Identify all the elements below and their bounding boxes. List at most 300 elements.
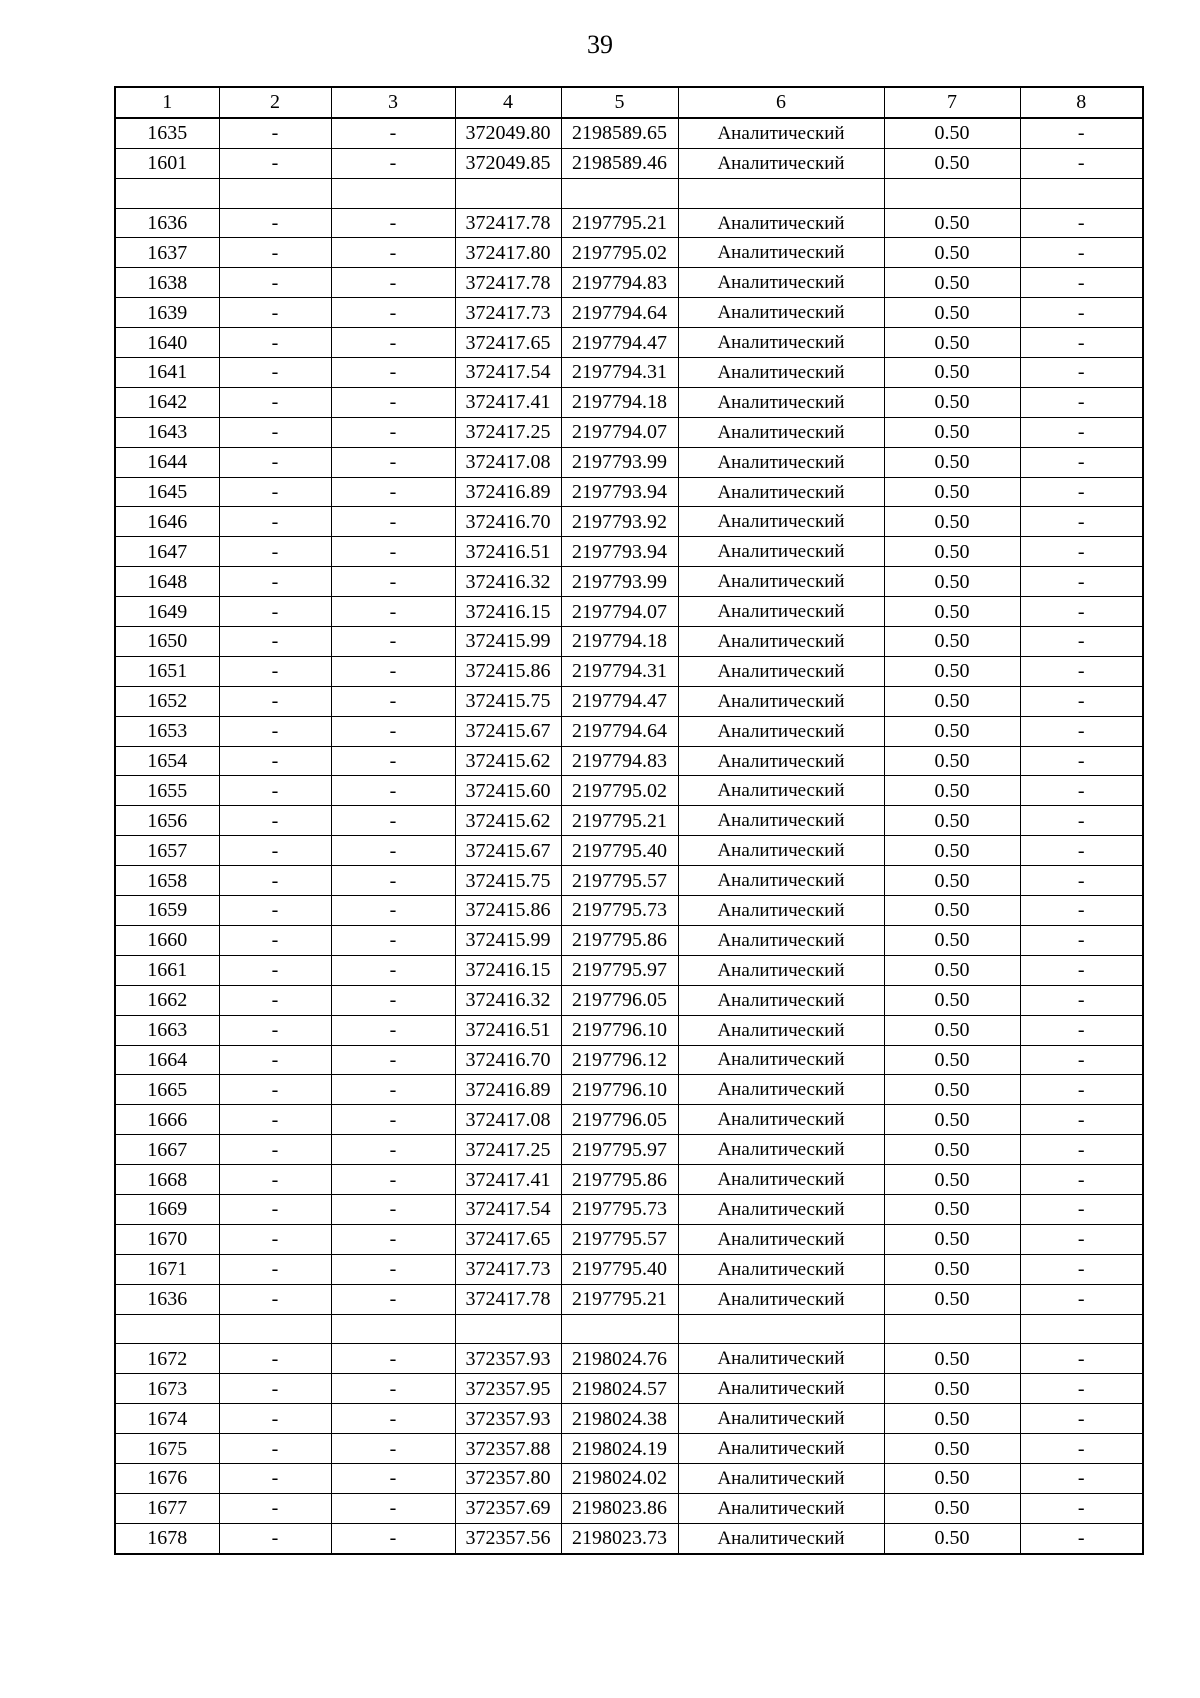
cell-method: Аналитический (678, 1045, 884, 1075)
cell-accuracy: 0.50 (884, 1374, 1020, 1404)
cell-col-2: - (219, 1194, 331, 1224)
cell-y-coordinate: 2197795.86 (561, 1165, 678, 1195)
cell-point-number: 1674 (115, 1404, 219, 1434)
cell-accuracy: 0.50 (884, 866, 1020, 896)
table-row (115, 597, 1143, 627)
cell-point-number: 1675 (115, 1434, 219, 1464)
cell-point-number: 1657 (115, 836, 219, 866)
cell-accuracy: 0.50 (884, 836, 1020, 866)
cell-x-coordinate: 372357.95 (455, 1374, 561, 1404)
cell-method: Аналитический (678, 1015, 884, 1045)
table-row (115, 1523, 1143, 1553)
cell-col-3: - (331, 716, 455, 746)
cell-col-8: - (1020, 1493, 1143, 1523)
cell-y-coordinate: 2197795.40 (561, 836, 678, 866)
cell-point-number: 1661 (115, 955, 219, 985)
cell-method: Аналитический (678, 477, 884, 507)
cell-point-number: 1645 (115, 477, 219, 507)
cell-point-number: 1677 (115, 1493, 219, 1523)
cell-accuracy: 0.50 (884, 896, 1020, 926)
cell-accuracy: 0.50 (884, 268, 1020, 298)
cell-x-coordinate: 372049.80 (455, 118, 561, 148)
cell-accuracy: 0.50 (884, 1284, 1020, 1314)
table-row (115, 686, 1143, 716)
cell-y-coordinate: 2198024.57 (561, 1374, 678, 1404)
cell-method: Аналитический (678, 896, 884, 926)
cell-accuracy: 0.50 (884, 148, 1020, 178)
cell-y-coordinate: 2198023.73 (561, 1523, 678, 1553)
cell-point-number: 1654 (115, 746, 219, 776)
table-row (115, 447, 1143, 477)
cell-col-2: - (219, 1105, 331, 1135)
cell-accuracy: 0.50 (884, 118, 1020, 148)
cell-col-2: - (219, 208, 331, 238)
table-row (115, 776, 1143, 806)
cell-method: Аналитический (678, 507, 884, 537)
cell-accuracy: 0.50 (884, 1434, 1020, 1464)
cell-col-8: - (1020, 925, 1143, 955)
cell-method: Аналитический (678, 836, 884, 866)
cell-col-8 (1020, 1314, 1143, 1344)
cell-y-coordinate: 2197795.73 (561, 896, 678, 926)
table-row (115, 1254, 1143, 1284)
cell-x-coordinate: 372416.15 (455, 955, 561, 985)
cell-point-number: 1643 (115, 417, 219, 447)
cell-y-coordinate: 2197795.21 (561, 806, 678, 836)
cell-method: Аналитический (678, 1344, 884, 1374)
cell-point-number: 1636 (115, 208, 219, 238)
cell-accuracy: 0.50 (884, 387, 1020, 417)
cell-col-2: - (219, 1523, 331, 1553)
table-row (115, 507, 1143, 537)
cell-col-3: - (331, 1254, 455, 1284)
cell-point-number: 1671 (115, 1254, 219, 1284)
cell-col-3: - (331, 118, 455, 148)
cell-col-8: - (1020, 955, 1143, 985)
cell-y-coordinate: 2197793.94 (561, 477, 678, 507)
cell-point-number (115, 1314, 219, 1344)
cell-y-coordinate: 2198024.38 (561, 1404, 678, 1434)
cell-x-coordinate: 372416.32 (455, 985, 561, 1015)
cell-point-number: 1668 (115, 1165, 219, 1195)
cell-col-8: - (1020, 896, 1143, 926)
cell-col-8: - (1020, 208, 1143, 238)
cell-x-coordinate: 372417.78 (455, 268, 561, 298)
cell-col-3: - (331, 417, 455, 447)
cell-point-number: 1673 (115, 1374, 219, 1404)
cell-col-8: - (1020, 477, 1143, 507)
cell-col-3: - (331, 238, 455, 268)
cell-x-coordinate: 372417.78 (455, 208, 561, 238)
table-row (115, 537, 1143, 567)
cell-point-number: 1664 (115, 1045, 219, 1075)
table-row (115, 178, 1143, 208)
cell-col-3: - (331, 1284, 455, 1314)
cell-col-8: - (1020, 836, 1143, 866)
cell-col-3: - (331, 1165, 455, 1195)
cell-col-8: - (1020, 686, 1143, 716)
cell-col-2: - (219, 447, 331, 477)
cell-point-number: 1640 (115, 328, 219, 358)
cell-y-coordinate: 2197794.18 (561, 627, 678, 657)
cell-col-8: - (1020, 1075, 1143, 1105)
cell-y-coordinate: 2198024.19 (561, 1434, 678, 1464)
cell-x-coordinate: 372357.56 (455, 1523, 561, 1553)
cell-accuracy: 0.50 (884, 1105, 1020, 1135)
cell-x-coordinate: 372417.73 (455, 1254, 561, 1284)
cell-point-number: 1641 (115, 358, 219, 388)
cell-x-coordinate: 372415.99 (455, 925, 561, 955)
cell-method: Аналитический (678, 985, 884, 1015)
table-row (115, 1224, 1143, 1254)
cell-col-2: - (219, 1015, 331, 1045)
cell-x-coordinate: 372415.75 (455, 866, 561, 896)
cell-accuracy: 0.50 (884, 238, 1020, 268)
table-row (115, 746, 1143, 776)
cell-col-3: - (331, 387, 455, 417)
column-header-2: 2 (219, 87, 331, 118)
cell-point-number: 1638 (115, 268, 219, 298)
cell-point-number: 1669 (115, 1194, 219, 1224)
table-row (115, 1344, 1143, 1374)
cell-col-2: - (219, 238, 331, 268)
cell-x-coordinate: 372415.75 (455, 686, 561, 716)
cell-method: Аналитический (678, 1224, 884, 1254)
cell-col-3: - (331, 776, 455, 806)
cell-method: Аналитический (678, 746, 884, 776)
cell-col-8: - (1020, 1165, 1143, 1195)
table-row (115, 1135, 1143, 1165)
cell-x-coordinate: 372416.70 (455, 1045, 561, 1075)
cell-accuracy: 0.50 (884, 627, 1020, 657)
cell-accuracy: 0.50 (884, 955, 1020, 985)
cell-col-3: - (331, 567, 455, 597)
cell-y-coordinate: 2197794.18 (561, 387, 678, 417)
cell-y-coordinate: 2197796.10 (561, 1015, 678, 1045)
cell-point-number: 1651 (115, 656, 219, 686)
cell-col-8: - (1020, 597, 1143, 627)
cell-x-coordinate: 372415.99 (455, 627, 561, 657)
cell-y-coordinate: 2197795.73 (561, 1194, 678, 1224)
cell-col-2: - (219, 1284, 331, 1314)
cell-col-2: - (219, 925, 331, 955)
column-header-3: 3 (331, 87, 455, 118)
cell-col-2: - (219, 537, 331, 567)
cell-y-coordinate: 2197794.31 (561, 656, 678, 686)
cell-y-coordinate: 2197793.99 (561, 447, 678, 477)
cell-x-coordinate: 372417.73 (455, 298, 561, 328)
table-row (115, 1463, 1143, 1493)
cell-x-coordinate: 372417.08 (455, 1105, 561, 1135)
cell-accuracy: 0.50 (884, 925, 1020, 955)
cell-method: Аналитический (678, 447, 884, 477)
cell-col-8: - (1020, 985, 1143, 1015)
cell-method: Аналитический (678, 537, 884, 567)
cell-y-coordinate: 2197795.86 (561, 925, 678, 955)
cell-col-8: - (1020, 358, 1143, 388)
cell-y-coordinate: 2197795.97 (561, 955, 678, 985)
cell-method: Аналитический (678, 776, 884, 806)
cell-col-2: - (219, 1135, 331, 1165)
cell-method: Аналитический (678, 716, 884, 746)
cell-x-coordinate: 372415.67 (455, 836, 561, 866)
column-header-7: 7 (884, 87, 1020, 118)
cell-accuracy: 0.50 (884, 985, 1020, 1015)
cell-col-2: - (219, 806, 331, 836)
cell-point-number: 1658 (115, 866, 219, 896)
cell-col-8: - (1020, 1284, 1143, 1314)
cell-accuracy: 0.50 (884, 686, 1020, 716)
cell-col-2: - (219, 836, 331, 866)
cell-col-2: - (219, 477, 331, 507)
table-row (115, 298, 1143, 328)
cell-accuracy: 0.50 (884, 1224, 1020, 1254)
cell-col-8: - (1020, 1344, 1143, 1374)
cell-method: Аналитический (678, 925, 884, 955)
cell-point-number: 1637 (115, 238, 219, 268)
cell-y-coordinate (561, 1314, 678, 1344)
cell-point-number: 1667 (115, 1135, 219, 1165)
cell-point-number: 1678 (115, 1523, 219, 1553)
cell-col-3: - (331, 208, 455, 238)
cell-x-coordinate: 372415.86 (455, 656, 561, 686)
cell-x-coordinate (455, 1314, 561, 1344)
cell-col-3: - (331, 1075, 455, 1105)
cell-accuracy: 0.50 (884, 1493, 1020, 1523)
cell-method: Аналитический (678, 328, 884, 358)
cell-y-coordinate: 2197794.07 (561, 597, 678, 627)
cell-point-number: 1656 (115, 806, 219, 836)
cell-point-number: 1659 (115, 896, 219, 926)
cell-col-8 (1020, 178, 1143, 208)
cell-x-coordinate: 372416.89 (455, 477, 561, 507)
cell-col-8: - (1020, 1045, 1143, 1075)
cell-y-coordinate: 2197796.10 (561, 1075, 678, 1105)
cell-col-3: - (331, 1105, 455, 1135)
table-row (115, 985, 1143, 1015)
cell-x-coordinate (455, 178, 561, 208)
cell-accuracy: 0.50 (884, 447, 1020, 477)
cell-point-number: 1670 (115, 1224, 219, 1254)
cell-method: Аналитический (678, 298, 884, 328)
cell-method: Аналитический (678, 686, 884, 716)
cell-x-coordinate: 372415.62 (455, 806, 561, 836)
cell-col-2: - (219, 716, 331, 746)
cell-col-2: - (219, 1493, 331, 1523)
cell-accuracy: 0.50 (884, 1463, 1020, 1493)
cell-x-coordinate: 372357.80 (455, 1463, 561, 1493)
cell-col-8: - (1020, 447, 1143, 477)
cell-y-coordinate: 2197796.05 (561, 1105, 678, 1135)
cell-point-number: 1648 (115, 567, 219, 597)
table-row (115, 716, 1143, 746)
cell-col-3: - (331, 477, 455, 507)
cell-accuracy: 0.50 (884, 1075, 1020, 1105)
cell-col-8: - (1020, 567, 1143, 597)
cell-col-8: - (1020, 627, 1143, 657)
cell-method: Аналитический (678, 238, 884, 268)
cell-col-3: - (331, 328, 455, 358)
cell-accuracy: 0.50 (884, 716, 1020, 746)
cell-x-coordinate: 372417.41 (455, 387, 561, 417)
cell-y-coordinate: 2198024.76 (561, 1344, 678, 1374)
cell-x-coordinate: 372415.60 (455, 776, 561, 806)
cell-col-8: - (1020, 268, 1143, 298)
cell-col-8: - (1020, 387, 1143, 417)
cell-accuracy: 0.50 (884, 567, 1020, 597)
cell-point-number: 1665 (115, 1075, 219, 1105)
cell-y-coordinate: 2197794.47 (561, 686, 678, 716)
table-row (115, 1284, 1143, 1314)
cell-x-coordinate: 372417.41 (455, 1165, 561, 1195)
cell-col-8: - (1020, 507, 1143, 537)
cell-point-number: 1601 (115, 148, 219, 178)
cell-col-2 (219, 178, 331, 208)
cell-col-3: - (331, 1224, 455, 1254)
cell-x-coordinate: 372357.93 (455, 1344, 561, 1374)
cell-x-coordinate: 372416.32 (455, 567, 561, 597)
cell-col-3: - (331, 597, 455, 627)
cell-y-coordinate: 2197794.83 (561, 746, 678, 776)
cell-x-coordinate: 372417.25 (455, 1135, 561, 1165)
cell-col-2: - (219, 1404, 331, 1434)
cell-x-coordinate: 372415.62 (455, 746, 561, 776)
cell-col-8: - (1020, 1463, 1143, 1493)
cell-method: Аналитический (678, 1493, 884, 1523)
cell-y-coordinate: 2197794.31 (561, 358, 678, 388)
cell-x-coordinate: 372416.89 (455, 1075, 561, 1105)
cell-x-coordinate: 372415.67 (455, 716, 561, 746)
cell-col-8: - (1020, 298, 1143, 328)
cell-col-2: - (219, 1434, 331, 1464)
cell-y-coordinate: 2197796.05 (561, 985, 678, 1015)
cell-col-8: - (1020, 328, 1143, 358)
cell-method: Аналитический (678, 358, 884, 388)
cell-method: Аналитический (678, 1404, 884, 1434)
table-row (115, 1045, 1143, 1075)
cell-col-2: - (219, 776, 331, 806)
cell-accuracy: 0.50 (884, 477, 1020, 507)
cell-col-8: - (1020, 716, 1143, 746)
cell-accuracy: 0.50 (884, 597, 1020, 627)
cell-y-coordinate: 2198589.46 (561, 148, 678, 178)
table-row (115, 238, 1143, 268)
cell-col-3: - (331, 1135, 455, 1165)
cell-x-coordinate: 372417.80 (455, 238, 561, 268)
cell-col-3: - (331, 358, 455, 388)
cell-point-number: 1642 (115, 387, 219, 417)
cell-point-number: 1653 (115, 716, 219, 746)
cell-col-8: - (1020, 417, 1143, 447)
cell-y-coordinate: 2197795.97 (561, 1135, 678, 1165)
cell-col-2: - (219, 268, 331, 298)
table-row (115, 1374, 1143, 1404)
table-row (115, 567, 1143, 597)
cell-method: Аналитический (678, 118, 884, 148)
cell-col-2: - (219, 627, 331, 657)
table-row (115, 955, 1143, 985)
cell-col-2: - (219, 1045, 331, 1075)
cell-y-coordinate: 2198023.86 (561, 1493, 678, 1523)
table-row (115, 1194, 1143, 1224)
cell-col-8: - (1020, 1105, 1143, 1135)
cell-col-2: - (219, 955, 331, 985)
cell-method: Аналитический (678, 567, 884, 597)
cell-col-2: - (219, 118, 331, 148)
cell-y-coordinate: 2197794.07 (561, 417, 678, 447)
cell-x-coordinate: 372416.70 (455, 507, 561, 537)
cell-accuracy: 0.50 (884, 298, 1020, 328)
column-header-1: 1 (115, 87, 219, 118)
cell-accuracy: 0.50 (884, 1344, 1020, 1374)
cell-col-8: - (1020, 537, 1143, 567)
cell-x-coordinate: 372417.08 (455, 447, 561, 477)
cell-accuracy: 0.50 (884, 328, 1020, 358)
cell-y-coordinate: 2197795.21 (561, 208, 678, 238)
cell-col-3: - (331, 627, 455, 657)
table-row (115, 1314, 1143, 1344)
cell-col-8: - (1020, 1404, 1143, 1434)
cell-col-8: - (1020, 776, 1143, 806)
cell-col-2: - (219, 358, 331, 388)
table-row (115, 268, 1143, 298)
cell-col-3: - (331, 148, 455, 178)
cell-x-coordinate: 372357.69 (455, 1493, 561, 1523)
column-header-6: 6 (678, 87, 884, 118)
cell-col-3: - (331, 955, 455, 985)
cell-point-number: 1650 (115, 627, 219, 657)
cell-col-8: - (1020, 806, 1143, 836)
cell-accuracy: 0.50 (884, 417, 1020, 447)
cell-col-2: - (219, 746, 331, 776)
cell-method (678, 178, 884, 208)
cell-col-8: - (1020, 238, 1143, 268)
cell-col-8: - (1020, 866, 1143, 896)
cell-col-3: - (331, 1434, 455, 1464)
cell-col-3: - (331, 1404, 455, 1434)
cell-col-3: - (331, 1045, 455, 1075)
cell-col-3: - (331, 1493, 455, 1523)
cell-col-3: - (331, 1374, 455, 1404)
cell-method: Аналитический (678, 1135, 884, 1165)
cell-accuracy: 0.50 (884, 1404, 1020, 1434)
cell-col-2: - (219, 686, 331, 716)
cell-col-2: - (219, 896, 331, 926)
cell-y-coordinate: 2197795.57 (561, 866, 678, 896)
cell-method (678, 1314, 884, 1344)
cell-point-number: 1662 (115, 985, 219, 1015)
cell-col-8: - (1020, 656, 1143, 686)
cell-col-2: - (219, 1165, 331, 1195)
cell-col-2: - (219, 507, 331, 537)
cell-col-2: - (219, 1075, 331, 1105)
table-row (115, 208, 1143, 238)
cell-col-3: - (331, 1015, 455, 1045)
cell-y-coordinate: 2197795.21 (561, 1284, 678, 1314)
cell-y-coordinate: 2197795.40 (561, 1254, 678, 1284)
cell-col-8: - (1020, 1194, 1143, 1224)
cell-accuracy: 0.50 (884, 208, 1020, 238)
cell-method: Аналитический (678, 806, 884, 836)
cell-accuracy: 0.50 (884, 656, 1020, 686)
table-header-row (115, 87, 1143, 118)
cell-col-2: - (219, 985, 331, 1015)
cell-col-8: - (1020, 1523, 1143, 1553)
cell-col-3: - (331, 866, 455, 896)
cell-point-number: 1635 (115, 118, 219, 148)
cell-col-2 (219, 1314, 331, 1344)
cell-accuracy: 0.50 (884, 776, 1020, 806)
